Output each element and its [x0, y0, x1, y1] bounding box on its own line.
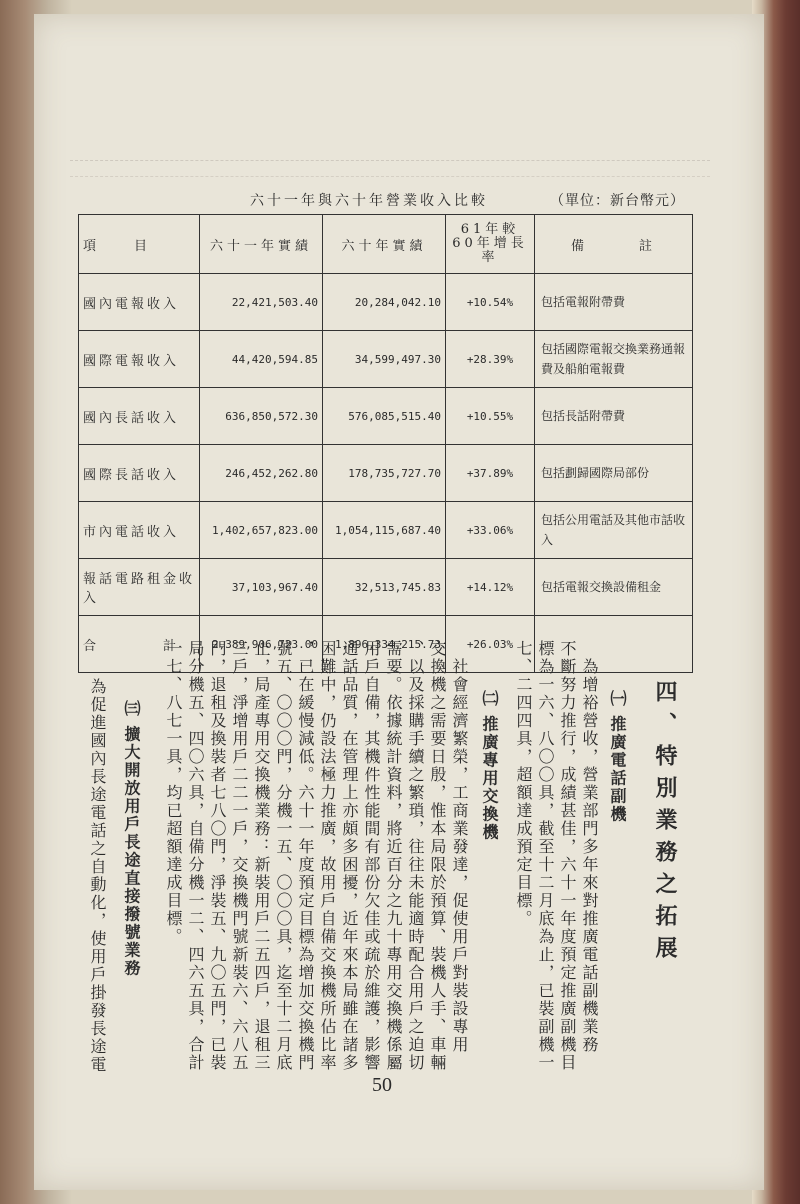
section-1-line: 為增裕營收，營業部門多年來對推廣電話副機業務 — [580, 640, 599, 1054]
section-1-line: 不斷努力推行，成績甚佳，六十一年度預定推廣副機目 — [558, 640, 577, 1072]
row-item: 國內電報收入 — [79, 274, 200, 331]
section-2-line: 一七、八七一具，均已超額達成目標。 — [164, 640, 183, 946]
row-note: 包括電報交換設備租金 — [535, 559, 693, 616]
header-item: 項 目 — [79, 215, 200, 274]
section-3-line: 為促進國內長途電話之自動化，使用戶掛發長途電 — [88, 660, 107, 1074]
row-item: 國際長話收入 — [79, 445, 200, 502]
header-note: 備 註 — [535, 215, 693, 274]
row-rate: +14.12% — [446, 559, 535, 616]
section-2-line: 止，局產專用交換機業務：新裝用戶二五四戶，退租三 — [252, 640, 271, 1072]
section-3-title: ㈢ 擴大開放用戶長途直接撥號業務 — [122, 700, 141, 978]
row-rate: +10.55% — [446, 388, 535, 445]
section-2-line: 社會經濟繁榮，工商業發達，促使用戶對裝設專用 — [450, 640, 469, 1054]
revenue-table — [78, 214, 693, 673]
section-2-line: 困難中，仍設法極力推廣，故用戶自備交換機所佔比率 — [318, 640, 337, 1072]
section-2-line: 通話品質，在管理上亦頗多困擾，近年來本局雖在諸多 — [340, 640, 359, 1072]
row-item: 國內長話收入 — [79, 388, 200, 445]
chapter-heading: 四、特別業務之拓展 — [652, 680, 678, 968]
section-1-line: 七、二四四具，超額達成預定目標。 — [514, 640, 533, 928]
row-note: 包括劃歸國際局部份 — [535, 445, 693, 502]
table-row — [79, 331, 693, 388]
row-61: 636,850,572.30 — [200, 388, 323, 445]
section-2-line: 局分機五、四〇六具，自備分機一二、四六五具，合計 — [186, 640, 205, 1072]
page-number: 50 — [372, 1074, 392, 1096]
row-61: 246,452,262.80 — [200, 445, 323, 502]
row-61: 37,103,967.40 — [200, 559, 323, 616]
row-note: 包括電報附帶費 — [535, 274, 693, 331]
row-rate: +37.89% — [446, 445, 535, 502]
section-2-line: 、以及採購手續之繁瑣，往往未能適時配合用戶之迫切 — [406, 640, 425, 1072]
table-header-row — [79, 215, 693, 274]
table-row — [79, 559, 693, 616]
section-1-line: 標為一六、八〇〇具，截至十二月底為止，已裝副機一 — [536, 640, 555, 1072]
section-2-line: 三戶，淨增用戶二二一戶，交換機門號新裝六、六八五 — [230, 640, 249, 1072]
table-row — [79, 502, 693, 559]
row-61: 44,420,594.85 — [200, 331, 323, 388]
table-row — [79, 274, 693, 331]
row-60: 32,513,745.83 — [323, 559, 446, 616]
table-row — [79, 388, 693, 445]
total-60: 1,896,334,215.73 — [323, 616, 446, 673]
section-2-line: 號五、〇〇〇門，分機一五、〇〇〇具，迄至十二月底 — [274, 640, 293, 1072]
section-2-line: ，已在緩慢減低。六十一年度預定目標為增加交換機門 — [296, 640, 315, 1072]
section-2-line: 門，退租及換裝者七八〇門，淨裝五、九〇五門，已裝 — [208, 640, 227, 1072]
row-rate: +10.54% — [446, 274, 535, 331]
row-note: 包括國際電報交換業務通報費及船舶電報費 — [535, 331, 693, 388]
row-rate: +33.06% — [446, 502, 535, 559]
row-60: 1,054,115,687.40 — [323, 502, 446, 559]
row-60: 178,735,727.70 — [323, 445, 446, 502]
section-2-title: ㈡ 推廣專用交換機 — [480, 690, 499, 842]
section-2-line: 用戶自備，其機件性能間有部份欠佳或疏於維護，影響 — [362, 640, 381, 1072]
section-1-title: ㈠ 推廣電話副機 — [608, 690, 627, 824]
header-61: 六十一年實績 — [200, 215, 323, 274]
row-61: 22,421,503.40 — [200, 274, 323, 331]
row-note: 包括公用電話及其他市話收入 — [535, 502, 693, 559]
row-60: 576,085,515.40 — [323, 388, 446, 445]
header-60: 六十年實績 — [323, 215, 446, 274]
total-61: 2,389,906,723.00 — [200, 616, 323, 673]
table-title: 六十一年與六十年營業收入比較 — [250, 193, 488, 209]
show-through-line — [70, 160, 710, 175]
total-rate: +26.03% — [446, 616, 535, 673]
row-item: 報話電路租金收入 — [79, 559, 200, 616]
header-rate: 61年較60年增長率 — [446, 215, 535, 274]
row-61: 1,402,657,823.00 — [200, 502, 323, 559]
row-item: 國際電報收入 — [79, 331, 200, 388]
total-item: 合 計 — [79, 616, 200, 673]
row-note: 包括長話附帶費 — [535, 388, 693, 445]
section-2-line: 交換機之需要日殷，惟本局限於預算、裝機人手、車輛 — [428, 640, 447, 1072]
table-row — [79, 445, 693, 502]
section-2-line: 需要。依據統計資料，將近百分之九十專用交換機係屬 — [384, 640, 403, 1072]
row-60: 20,284,042.10 — [323, 274, 446, 331]
row-item: 市內電話收入 — [79, 502, 200, 559]
show-through-line — [70, 176, 710, 178]
row-rate: +28.39% — [446, 331, 535, 388]
row-60: 34,599,497.30 — [323, 331, 446, 388]
table-unit: （單位：新台幣元） — [550, 193, 685, 209]
